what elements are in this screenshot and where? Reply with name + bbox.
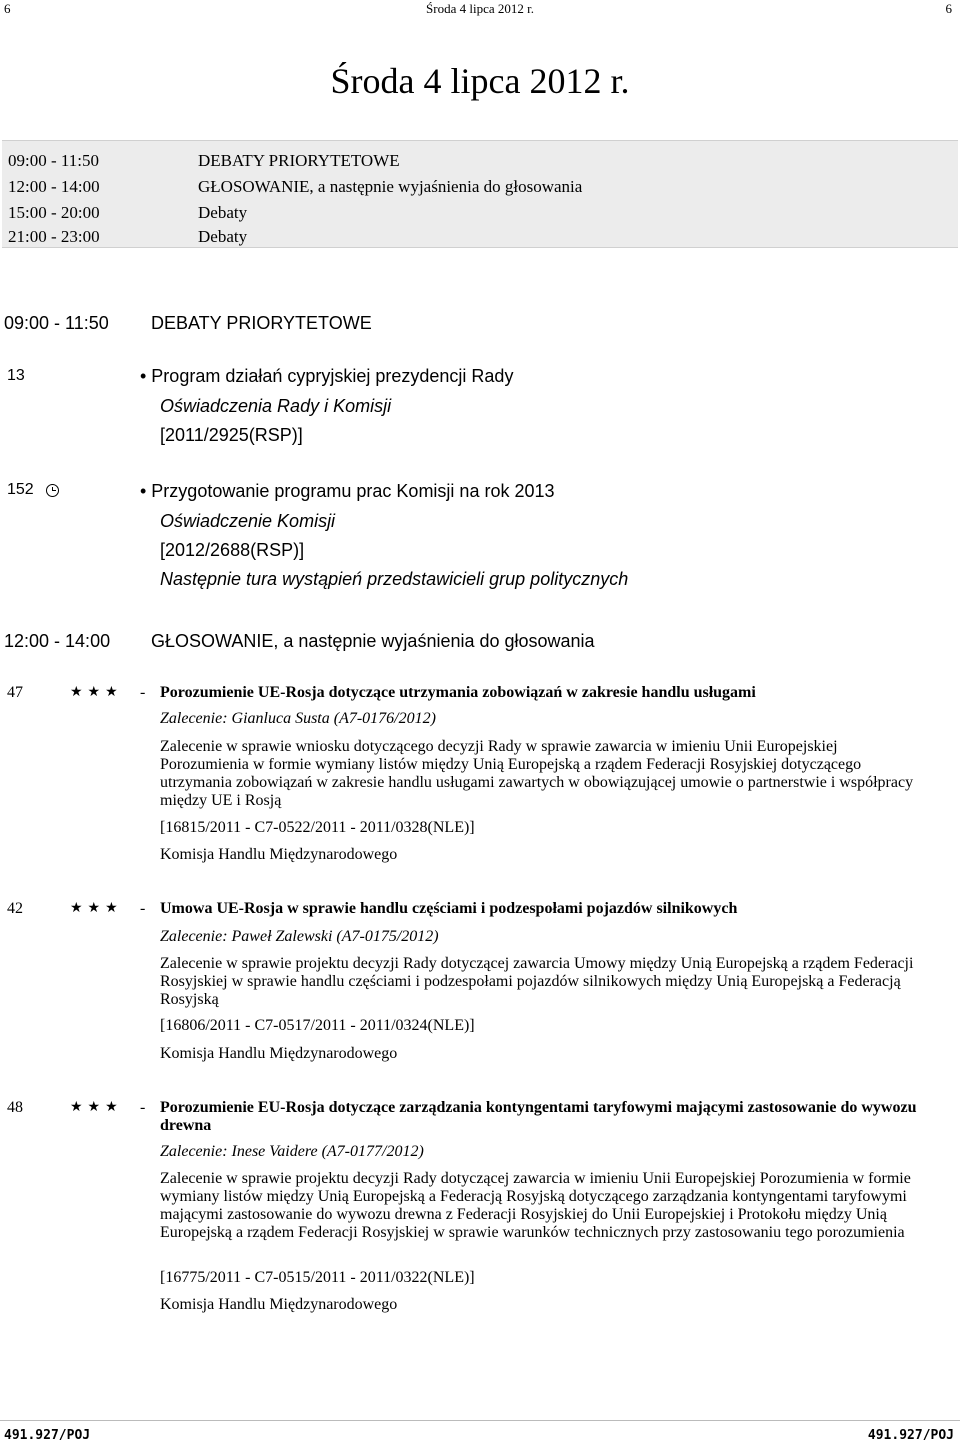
section-time: 12:00 - 14:00 — [4, 631, 111, 651]
item-description: Zalecenie w sprawie projektu decyzji Rady dotyczącej zawarcia w imieniu Unii Europejskiej Porozumienia w formie wymiany listów między Unią Europejską a Federacją Rosyjską dotyczącego zarządzania kontyngentami taryfowymi mającymi zastosowanie do wywozu drewna z Federacji Rosyjskiej do Unii Europejskiej i Protokołu między Unią Europejską a rządem Federacji Rosyjskiej w sprawie warunków technicznych przy zastosowaniu tego porozumienia — [160, 1170, 911, 1241]
clock-icon — [46, 484, 59, 497]
star-rating-icon: ★★★ — [70, 1100, 123, 1115]
item-number: 152 — [7, 481, 34, 498]
item-dash: - — [140, 1099, 146, 1116]
footer-divider — [0, 1420, 960, 1421]
header-page-number-left: 6 — [4, 1, 11, 16]
item-number: 47 — [7, 684, 23, 701]
section-time: 09:00 - 11:50 — [4, 313, 109, 333]
summary-time: 15:00 - 20:00 — [8, 203, 100, 222]
item-committee: Komisja Handlu Międzynarodowego — [160, 846, 398, 863]
section-title: DEBATY PRIORYTETOWE — [151, 313, 372, 333]
item-title: • Program działań cypryjskiej prezydencji Rady — [140, 366, 514, 386]
star-rating-icon: ★★★ — [70, 685, 123, 700]
item-committee: Komisja Handlu Międzynarodowego — [160, 1045, 398, 1062]
summary-time: 09:00 - 11:50 — [8, 151, 99, 170]
summary-row — [8, 203, 247, 223]
summary-row — [8, 177, 582, 197]
section-title: GŁOSOWANIE, a następnie wyjaśnienia do głosowania — [151, 631, 595, 651]
summary-row — [8, 151, 400, 171]
item-dash: - — [140, 684, 146, 701]
item-subtitle: Oświadczenie Komisji — [160, 511, 336, 531]
item-title: Porozumienie UE-Rosja dotyczące utrzymania zobowiązań w zakresie handlu usługami — [160, 684, 756, 701]
summary-label: DEBATY PRIORYTETOWE — [198, 151, 400, 170]
item-number: 42 — [7, 900, 23, 917]
item-reference: [16775/2011 - C7-0515/2011 - 2011/0322(NLE)] — [160, 1269, 475, 1286]
item-description: Zalecenie w sprawie projektu decyzji Rady dotyczącej zawarcia Umowy między Unią Europejską a rządem Federacji Rosyjskiej w sprawie handlu częściami i podzespołami pojazdów silnikowych między Unią Europejską a Federacją Rosyjską — [160, 955, 914, 1008]
item-title: • Przygotowanie programu prac Komisji na rok 2013 — [140, 481, 555, 501]
item-reference: [2012/2688(RSP)] — [160, 540, 305, 560]
item-rapporteur: Zalecenie: Paweł Zalewski (A7-0175/2012) — [160, 928, 439, 945]
header-date: Środa 4 lipca 2012 r. — [426, 1, 534, 16]
footer-doc-ref-right: 491.927/POJ — [867, 1428, 954, 1443]
star-rating-icon: ★★★ — [70, 901, 123, 916]
header-page-number-right: 6 — [945, 1, 952, 16]
summary-time: 21:00 - 23:00 — [8, 227, 100, 246]
item-number: 48 — [7, 1099, 23, 1116]
item-rapporteur: Zalecenie: Gianluca Susta (A7-0176/2012) — [160, 710, 436, 727]
item-subtitle: Oświadczenia Rady i Komisji — [160, 396, 392, 416]
item-description: Zalecenie w sprawie wniosku dotyczącego decyzji Rady w sprawie zawarcia w imieniu Unii Europejskiej Porozumienia w formie wymiany listów między Unią Europejską a rządem Federacji Rosyjskiej dotyczącego utrzymania zobowiązań w zakresie handlu usługami zawartych w obowiązującej umowie o partnerstwie i współpracy między UE i Rosją — [160, 738, 914, 809]
page-title: Środa 4 lipca 2012 r. — [330, 61, 630, 101]
summary-row — [8, 227, 247, 247]
item-reference: [2011/2925(RSP)] — [160, 425, 303, 445]
summary-label: Debaty — [198, 203, 248, 222]
summary-label: GŁOSOWANIE, a następnie wyjaśnienia do głosowania — [198, 177, 583, 196]
item-reference: [16815/2011 - C7-0522/2011 - 2011/0328(NLE)] — [160, 819, 475, 836]
item-committee: Komisja Handlu Międzynarodowego — [160, 1296, 398, 1313]
summary-box — [2, 140, 958, 248]
summary-label: Debaty — [198, 227, 248, 246]
item-title: Porozumienie EU-Rosja dotyczące zarządzania kontyngentami taryfowymi mającymi zastosowanie do wywozu drewna — [160, 1099, 917, 1134]
item-rapporteur: Zalecenie: Inese Vaidere (A7-0177/2012) — [160, 1143, 424, 1160]
item-reference: [16806/2011 - C7-0517/2011 - 2011/0324(NLE)] — [160, 1017, 475, 1034]
item-title: Umowa UE-Rosja w sprawie handlu częściami i podzespołami pojazdów silnikowych — [160, 900, 738, 917]
item-dash: - — [140, 900, 146, 917]
footer-doc-ref-left: 491.927/POJ — [4, 1428, 91, 1443]
item-number: 13 — [7, 367, 25, 384]
item-note: Następnie tura wystąpień przedstawicieli grup politycznych — [160, 569, 629, 589]
summary-time: 12:00 - 14:00 — [8, 177, 100, 196]
